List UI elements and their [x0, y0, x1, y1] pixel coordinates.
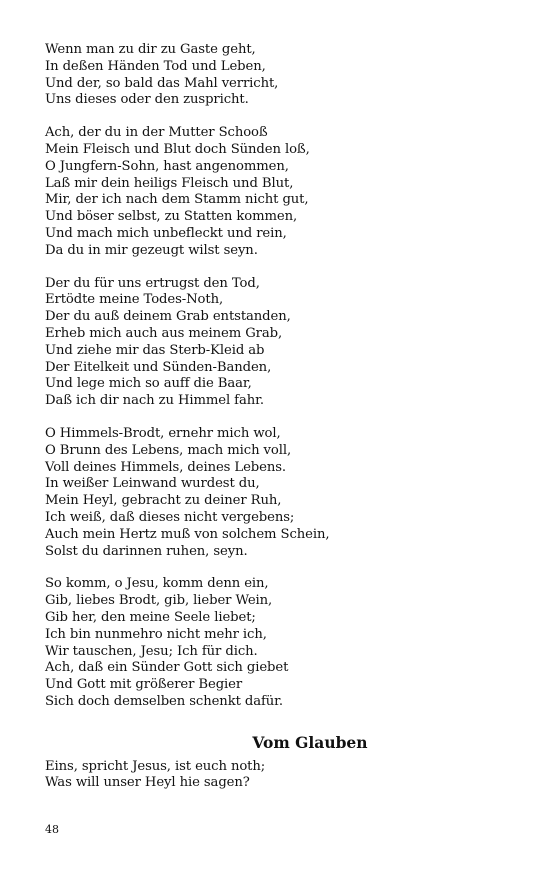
verse-line: Ach, daß ein Sünder Gott sich giebet — [45, 660, 289, 676]
verse-line: Ich bin nunmehro nicht mehr ich, — [45, 626, 267, 642]
verse-line: Gib her, den meine Seele liebet; — [45, 609, 256, 625]
verse-line: Laß mir dein heiligs Fleisch und Blut, — [45, 175, 294, 191]
verse-line: Der du auß deinem Grab entstanden, — [45, 309, 291, 325]
verse-line: Ich weiß, daß dieses nicht vergebens; — [45, 509, 295, 525]
page-number: 48 — [45, 823, 59, 836]
stanza-2 — [45, 125, 515, 259]
verse-line: Gib, liebes Brodt, gib, lieber Wein, — [45, 593, 273, 609]
verse-line: Eins, spricht Jesus, ist euch noth; — [45, 758, 266, 774]
verse-line: So komm, o Jesu, komm denn ein, — [45, 576, 269, 592]
verse-line: Was will unser Heyl hie sagen? — [45, 775, 250, 791]
verse-line: Mir, der ich nach dem Stamm nicht gut, — [45, 192, 309, 208]
verse-line: In weißer Leinwand wurdest du, — [45, 476, 260, 492]
stanza-4 — [45, 426, 515, 560]
verse-line: Uns dieses oder den zuspricht. — [45, 92, 249, 108]
verse-line: Und Gott mit größerer Begier — [45, 677, 243, 693]
verse-line: Voll deines Himmels, deines Lebens. — [45, 459, 286, 475]
verse-line: Wenn man zu dir zu Gaste geht, — [45, 42, 256, 57]
verse-line: Sich doch demselben schenkt dafür. — [45, 693, 283, 709]
verse-line: Daß ich dir nach zu Himmel fahr. — [45, 393, 264, 409]
verse-line: Ertödte meine Todes-Noth, — [45, 292, 224, 308]
poem-page — [45, 42, 515, 808]
verse-line: Und der, so bald das Mahl verricht, — [45, 75, 279, 91]
verse-line: O Himmels-Brodt, ernehr mich wol, — [45, 425, 281, 441]
verse-line: Und lege mich so auff die Baar, — [45, 376, 252, 392]
verse-line: Und mach mich unbefleckt und rein, — [45, 225, 287, 241]
verse-line: O Jungfern-Sohn, hast angenommen, — [45, 158, 289, 174]
verse-line: Und ziehe mir das Sterb-Kleid ab — [45, 342, 265, 358]
verse-line: Der du für uns ertrugst den Tod, — [45, 275, 260, 291]
verse-line: Und böser selbst, zu Statten kommen, — [45, 209, 298, 225]
verse-line: Wir tauschen, Jesu; Ich für dich. — [45, 643, 258, 659]
verse-line: Solst du darinnen ruhen, seyn. — [45, 543, 248, 559]
verse-line: Der Eitelkeit und Sünden-Banden, — [45, 359, 272, 375]
verse-line: O Brunn des Lebens, mach mich voll, — [45, 442, 292, 458]
verse-line: In deßen Händen Tod und Leben, — [45, 58, 266, 74]
verse-line: Mein Fleisch und Blut doch Sünden loß, — [45, 141, 310, 157]
verse-line: Da du in mir gezeugt wilst seyn. — [45, 242, 258, 258]
verse-line: Erheb mich auch aus meinem Grab, — [45, 325, 283, 341]
stanza-3 — [45, 276, 515, 410]
verse-line: Ach, der du in der Mutter Schooß — [45, 125, 268, 141]
stanza-5 — [45, 576, 515, 710]
verse-line: Mein Heyl, gebracht zu deiner Ruh, — [45, 493, 282, 509]
section-stanza — [45, 759, 515, 793]
stanza-1 — [45, 42, 515, 109]
verse-line: Auch mein Hertz muß von solchem Schein, — [45, 526, 330, 542]
section-heading: Vom Glauben — [252, 732, 368, 752]
